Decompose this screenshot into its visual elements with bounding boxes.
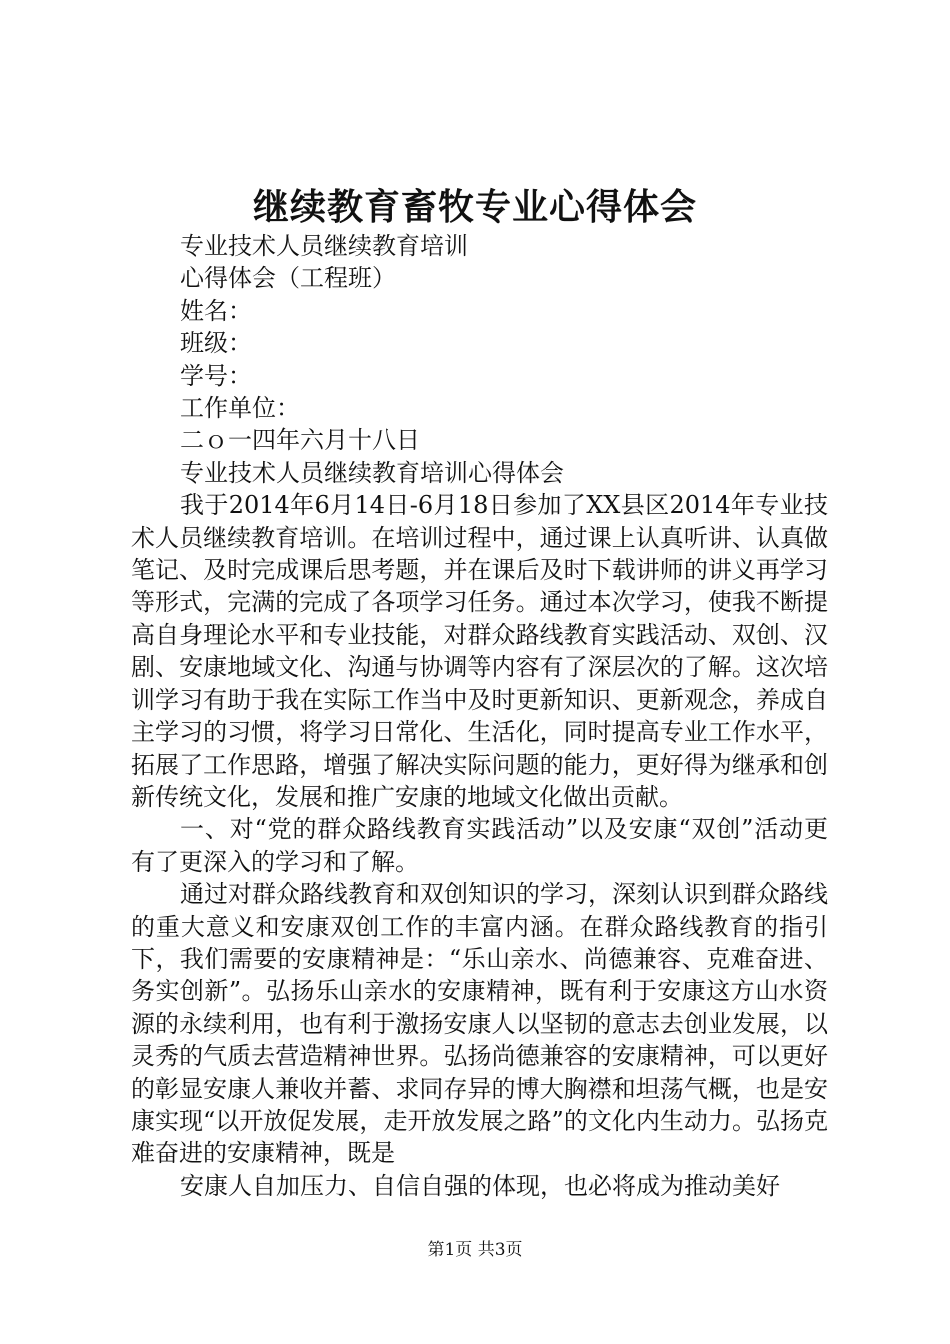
body-paragraph-2: 通过对群众路线教育和双创知识的学习，深刻认识到群众路线的重大意义和安康双创工作的丰富内涵。在群众路线教育的指引下，我们需要的安康精神是：“乐山亲水、尚德兼容、克难奋进、务实创新”。弘扬乐山亲水的安康精神，既有利于安康这方山水资源的永续利用，也有利于激扬安康人以坚韧的意志去创业发展，以灵秀的气质去营造精神世界。弘扬尚德兼容的安康精神，可以更好的彰显安康人兼收并蓄、求同存异的博大胸襟和坦荡气概，也是安康实现“以开放促发展，走开放发展之路”的文化内生动力。弘扬克难奋进的安康精神，既是 — [131, 880, 828, 1168]
meta-line-training: 专业技术人员继续教育培训 — [180, 232, 468, 260]
meta-line-work-unit: 工作单位： — [180, 394, 300, 423]
meta-line-class: 班级： — [180, 329, 252, 358]
meta-line-name: 姓名： — [180, 296, 252, 325]
meta-line-subtitle: 专业技术人员继续教育培训心得体会 — [180, 458, 564, 487]
page-footer: 第1页 共3页 — [427, 1240, 523, 1260]
section-heading-1: 一、对“党的群众路线教育实践活动”以及安康“双创”活动更有了更深入的学习和了解。 — [131, 815, 828, 876]
body-paragraph-3: 安康人自加压力、自信自强的体现，也必将成为推动美好 — [180, 1171, 780, 1200]
body-paragraph-1: 我于2014年6月14日-6月18日参加了XX县区2014年专业技术人员继续教育培训。在培训过程中，通过课上认真听讲、认真做笔记、及时完成课后思考题，并在课后及时下载讲师的讲义再学习等形式，完满的完成了各项学习任务。通过本次学习，使我不断提高自身理论水平和专业技能，对群众路线教育实践活动、双创、汉剧、安康地域文化、沟通与协调等内容有了深层次的了解。这次培训学习有助于我在实际工作当中及时更新知识、更新观念，养成自主学习的习惯，将学习日常化、生活化，同时提高专业工作水平，拓展了工作思路，增强了解决实际问题的能力，更好得为继承和创新传统文化，发展和推广安康的地域文化做出贡献。 — [131, 491, 828, 811]
document-body — [131, 230, 828, 1202]
document-title: 继续教育畜牧专业心得体会 — [252, 187, 697, 228]
meta-line-student-id: 学号： — [180, 361, 252, 390]
meta-line-class-type: 心得体会（工程班） — [180, 264, 396, 293]
meta-line-date: 二ｏ一四年六月十八日 — [180, 426, 420, 455]
